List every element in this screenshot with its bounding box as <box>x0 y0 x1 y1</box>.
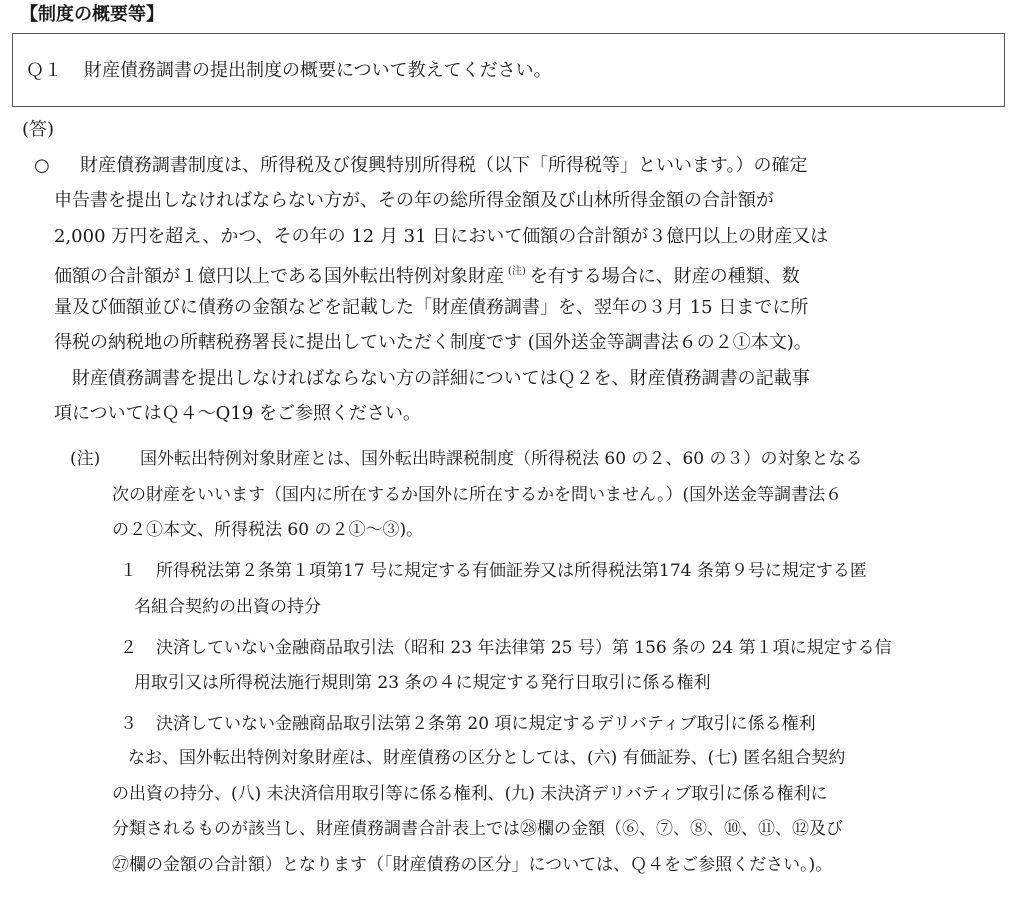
note-line-3: の２①本文、所得税法 60 の２①～③)。 <box>112 520 424 540</box>
note-label: (注) <box>70 449 101 469</box>
note-item-1-number: １ <box>120 561 137 581</box>
answer-line-3: 2,000 万円を超え、かつ、その年の 12 月 31 日において価額の合計額が３億円以上の財産又は <box>54 226 829 247</box>
note-item-3-line-1: 決済していない金融商品取引法第２条第 20 項に規定するデリバティブ取引に係る権利 <box>156 714 816 734</box>
answer-bullet: ○ <box>34 155 50 176</box>
answer-para2-line-2: 項についてはＱ４～Q19 をご参照ください。 <box>54 403 422 424</box>
answer-line-6: 得税の納税地の所轄税務署長に提出していただく制度です (国外送金等調書法６の２①本文)。 <box>54 332 812 353</box>
note-closing-line-2: の出資の持分、(八) 未決済信用取引等に係る権利、(九) 未決済デリバティブ取引に係る権利に <box>112 784 828 804</box>
question-box <box>12 33 1005 107</box>
question-number: Ｑ１ <box>26 60 62 81</box>
note-closing-line-4: ㉗欄の金額の合計額）となります（「財産債務の区分」については、Ｑ４をご参照ください。)。 <box>112 855 833 875</box>
note-item-3-number: ３ <box>120 714 137 734</box>
note-item-2-line-2: 用取引又は所得税法施行規則第 23 条の４に規定する発行日取引に係る権利 <box>134 673 711 693</box>
question-text: 財産債務調書の提出制度の概要について教えてください。 <box>84 60 552 81</box>
question-text-line <box>26 58 552 84</box>
answer-line-2: 申告書を提出しなければならない方が、その年の総所得金額及び山林所得金額の合計額が <box>54 190 774 211</box>
note-item-2-number: ２ <box>120 638 137 658</box>
note-line-1: 国外転出特例対象財産とは、国外転出時課税制度（所得税法 60 の２、60 の３）の対象となる <box>140 449 863 469</box>
answer-line-4 <box>54 259 800 290</box>
answer-line-5: 量及び価額並びに債務の金額などを記載した「財産債務調書」を、翌年の３月 15 日までに所 <box>54 297 809 318</box>
note-closing-line-3: 分類されるものが該当し、財産債務調書合計表上では㉘欄の金額（⑥、⑦、⑧、⑩、⑪、⑫及び <box>112 819 843 839</box>
answer-label: (答) <box>22 119 55 140</box>
note-marker: (注) <box>508 266 526 277</box>
note-item-1-line-2: 名組合契約の出資の持分 <box>134 597 321 617</box>
note-item-1-line-1: 所得税法第２条第１項第17 号に規定する有価証券又は所得税法第174 条第９号に規定する匿 <box>156 561 867 581</box>
answer-line-4-text: 価額の合計額が１億円以上である国外転出特例対象財産 <box>54 266 504 287</box>
note-item-2-line-1: 決済していない金融商品取引法（昭和 23 年法律第 25 号）第 156 条の 24 第１項に規定する信 <box>156 638 892 658</box>
answer-line-1: 財産債務調書制度は、所得税及び復興特別所得税（以下「所得税等」といいます。）の確定 <box>80 155 808 176</box>
note-closing-line-1: なお、国外転出特例対象財産は、財産債務の区分としては、(六) 有価証券、(七) 匿名組合契約 <box>128 748 846 768</box>
note-line-2: 次の財産をいいます（国内に所在するか国外に所在するかを問いません。）(国外送金等調書法６ <box>112 485 843 505</box>
section-title: 【制度の概要等】 <box>20 4 164 25</box>
answer-para2-line-1: 財産債務調書を提出しなければならない方の詳細についてはＱ２を、財産債務調書の記載事 <box>72 368 810 389</box>
answer-line-4-rest: を有する場合に、財産の種類、数 <box>529 266 800 287</box>
